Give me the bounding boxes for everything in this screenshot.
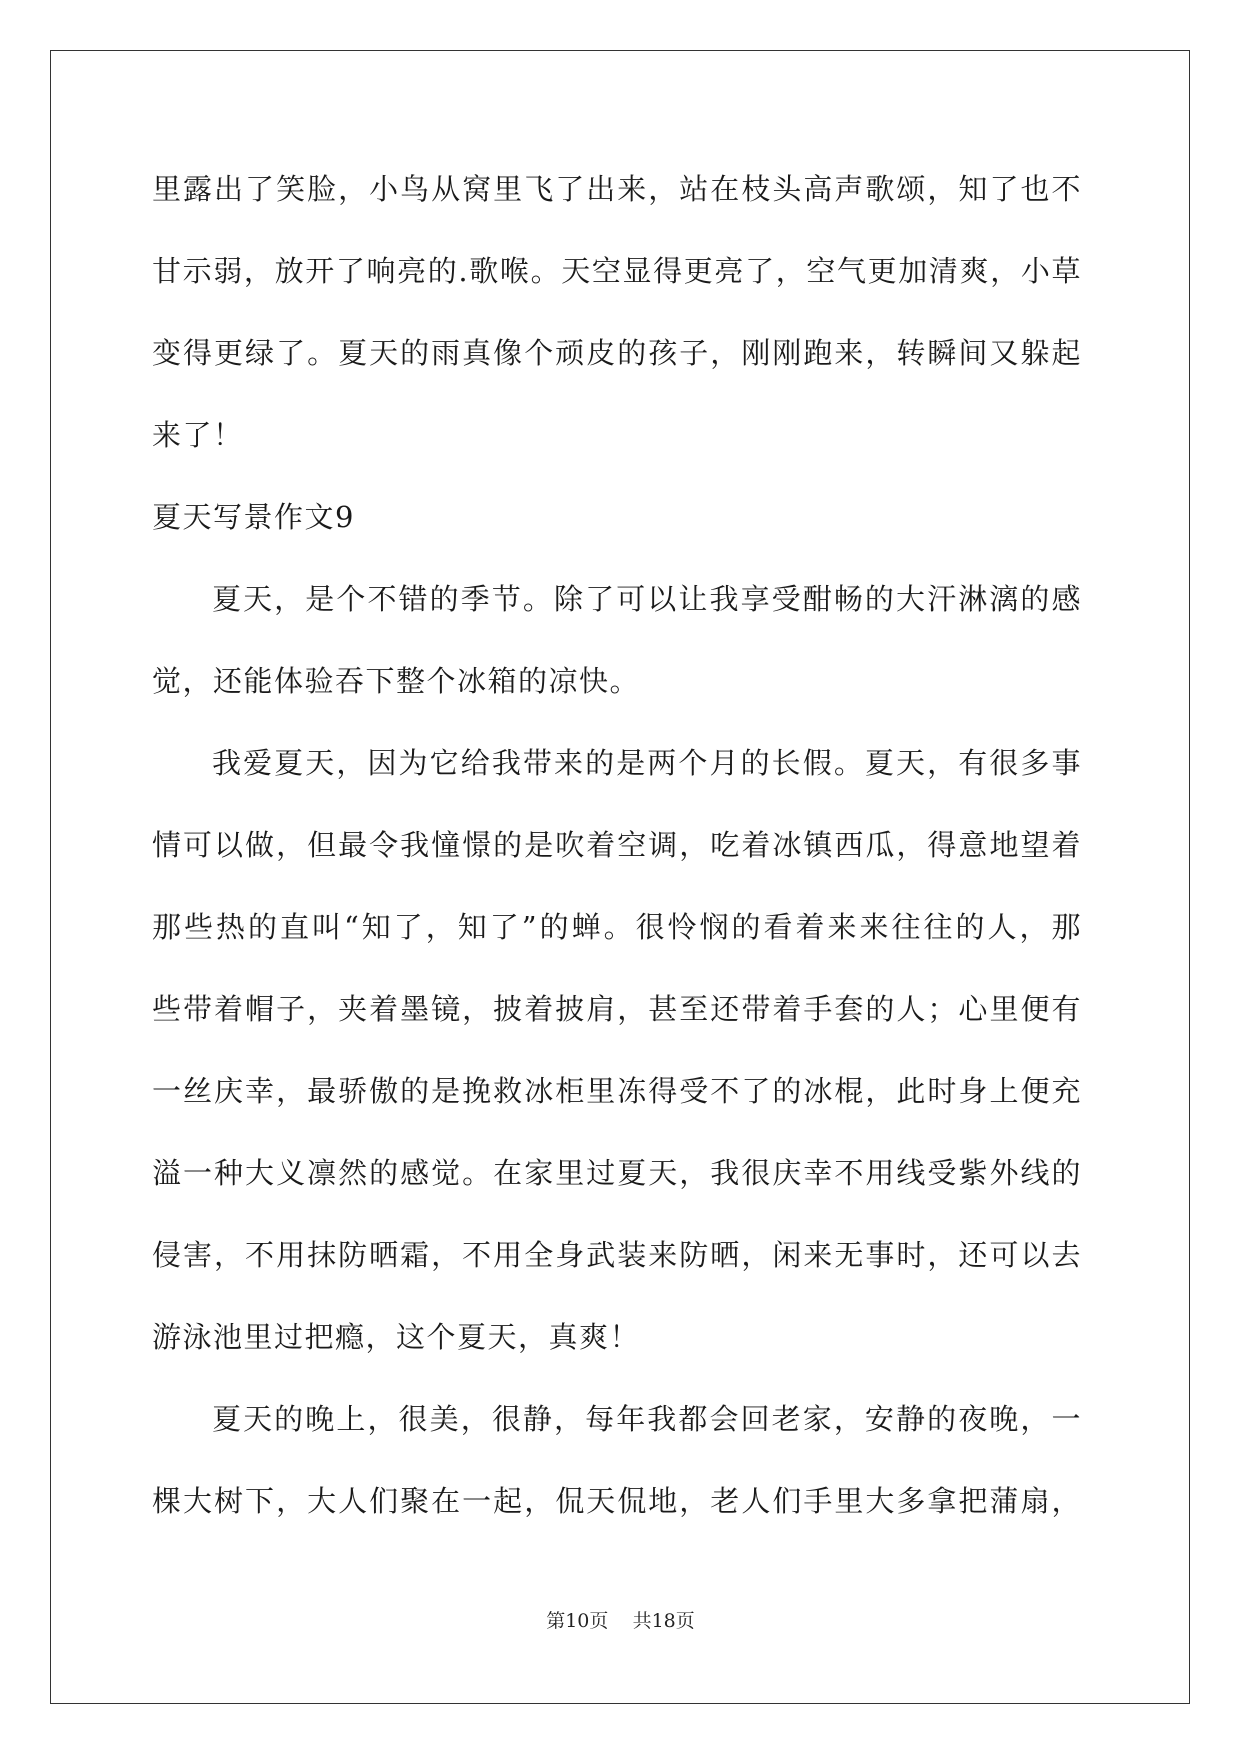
- text-line: 游泳池里过把瘾，这个夏天，真爽！: [152, 1320, 641, 1354]
- text-line: 来了！: [152, 418, 244, 452]
- page-footer: [0, 1606, 1241, 1633]
- text-line: 溢一种大义凛然的感觉。在家里过夏天，我很庆幸不用线受紫外线的: [152, 1156, 1082, 1190]
- text-line: 棵大树下，大人们聚在一起，侃天侃地，老人们手里大多拿把蒲扇，: [152, 1484, 1082, 1518]
- text-line: 觉，还能体验吞下整个冰箱的凉快。: [152, 664, 641, 698]
- text-line: 一丝庆幸，最骄傲的是挽救冰柜里冻得受不了的冰棍，此时身上便充: [152, 1074, 1082, 1108]
- section-heading: 夏天写景作文9: [152, 500, 355, 534]
- text-line: 里露出了笑脸，小鸟从窝里飞了出来，站在枝头高声歌颂，知了也不: [152, 172, 1082, 206]
- text-line: 变得更绿了。夏天的雨真像个顽皮的孩子，刚刚跑来，转瞬间又躲起: [152, 336, 1082, 370]
- text-line: 那些热的直叫“知了，知了”的蝉。很怜悯的看着来来往往的人，那: [152, 910, 1082, 944]
- text-line: 些带着帽子，夹着墨镜，披着披肩，甚至还带着手套的人；心里便有: [152, 992, 1082, 1026]
- text-line: 我爱夏天，因为它给我带来的是两个月的长假。夏天，有很多事: [212, 746, 1082, 780]
- text-line: 情可以做，但最令我憧憬的是吹着空调，吃着冰镇西瓜，得意地望着: [152, 828, 1082, 862]
- text-line: 夏天的晚上，很美，很静，每年我都会回老家，安静的夜晚，一: [212, 1402, 1082, 1436]
- text-line: 侵害，不用抹防晒霜，不用全身武装来防晒，闲来无事时，还可以去: [152, 1238, 1082, 1272]
- text-line: 夏天，是个不错的季节。除了可以让我享受酣畅的大汗淋漓的感: [212, 582, 1082, 616]
- document-body: [152, 148, 1082, 1542]
- page-number: 第10页: [546, 1610, 609, 1632]
- total-pages: 共18页: [632, 1610, 695, 1632]
- text-line: 甘示弱，放开了响亮的.歌喉。天空显得更亮了，空气更加清爽，小草: [152, 254, 1082, 288]
